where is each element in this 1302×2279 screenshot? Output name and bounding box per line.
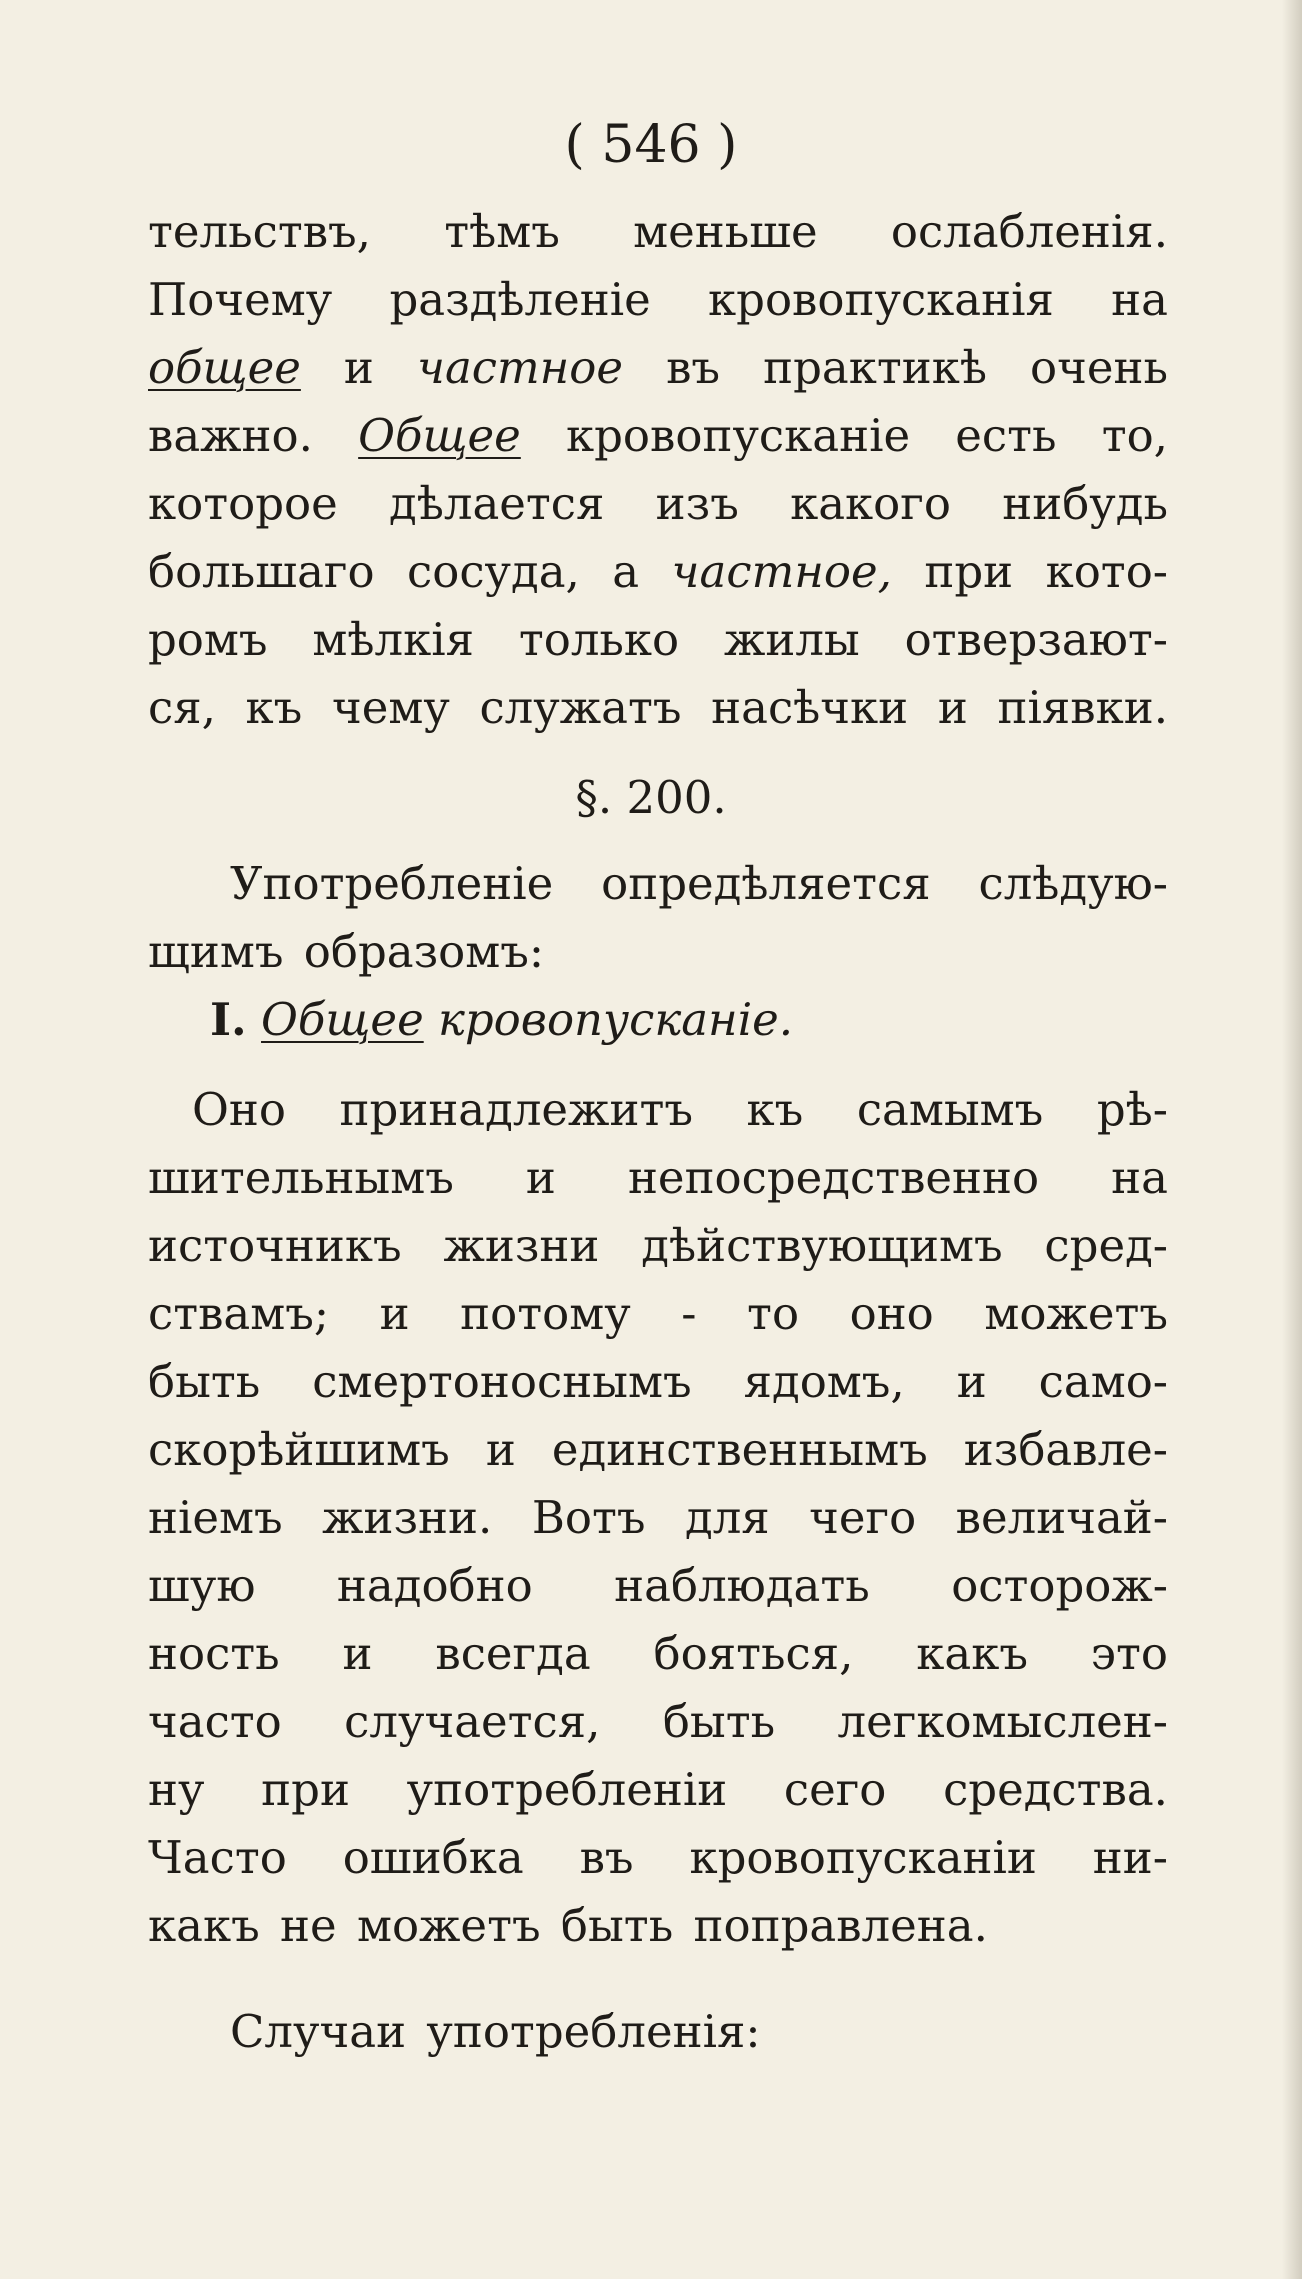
subsection-title [261, 993, 793, 1046]
section-heading: §. 200. [575, 771, 727, 824]
text-fragment: важно. [148, 409, 359, 462]
text-line: ну при употребленіи сего средства. [148, 1763, 1168, 1816]
text-line: какъ не можетъ быть поправлена. [148, 1899, 988, 1952]
binding-shadow [1282, 0, 1302, 2279]
text-line: ніемъ жизни. Вотъ для чего величай- [148, 1491, 1168, 1544]
text-line [148, 336, 1168, 400]
text-line: Часто ошибка въ кровопусканіи ни- [148, 1831, 1168, 1884]
text-fragment: кровопусканіе есть то, [520, 409, 1168, 462]
text-line: шую надобно наблюдать осторож- [148, 1559, 1168, 1612]
emphasis-partial: частное [416, 341, 624, 394]
emphasis-general: общее [148, 341, 301, 394]
text-line: Употребленіе опредѣляется слѣдую- [230, 857, 1168, 910]
subsection-title-rest: кровопусканіе. [423, 993, 794, 1046]
text-line: тельствъ, тѣмъ меньше ослабленія. [148, 205, 1168, 258]
page-number: ( 546 ) [564, 115, 738, 175]
text-line: ность и всегда бояться, какъ это [148, 1627, 1168, 1680]
text-line: Оно принадлежитъ къ самымъ рѣ- [192, 1083, 1168, 1136]
text-line: скорѣйшимъ и единственнымъ избавле- [148, 1423, 1168, 1476]
text-line: источникъ жизни дѣйствующимъ сред- [148, 1219, 1168, 1272]
text-fragment: при кото- [891, 545, 1168, 598]
text-line: ствамъ; и потому - то оно можетъ [148, 1287, 1168, 1340]
subsection-numeral: I. [210, 993, 247, 1046]
text-line: ромъ мѣлкія только жилы отверзают- [148, 613, 1168, 666]
text-fragment: большаго сосуда, а [148, 545, 672, 598]
text-line: часто случается, быть легкомыслен- [148, 1695, 1168, 1748]
text-fragment: въ практикѣ очень [623, 341, 1168, 394]
text-line: щимъ образомъ: [148, 925, 545, 978]
emphasis-partial: частное, [671, 545, 892, 598]
text-line: быть смертоноснымъ ядомъ, и само- [148, 1355, 1168, 1408]
text-line [148, 404, 1168, 468]
emphasis-general: Общее [358, 409, 521, 462]
subsection-heading [210, 988, 1168, 1052]
text-line [148, 540, 1168, 604]
text-line: Случаи употребленія: [230, 2005, 761, 2058]
text-line: которое дѣлается изъ какого нибудь [148, 477, 1168, 530]
text-line: шительнымъ и непосредственно на [148, 1151, 1168, 1204]
text-line: Почему раздѣленіе кровопусканія на [148, 273, 1168, 326]
text-fragment: и [300, 341, 417, 394]
subsection-title-emphasis: Общее [261, 993, 424, 1046]
text-line: ся, къ чему служатъ насѣчки и піявки. [148, 681, 1168, 734]
